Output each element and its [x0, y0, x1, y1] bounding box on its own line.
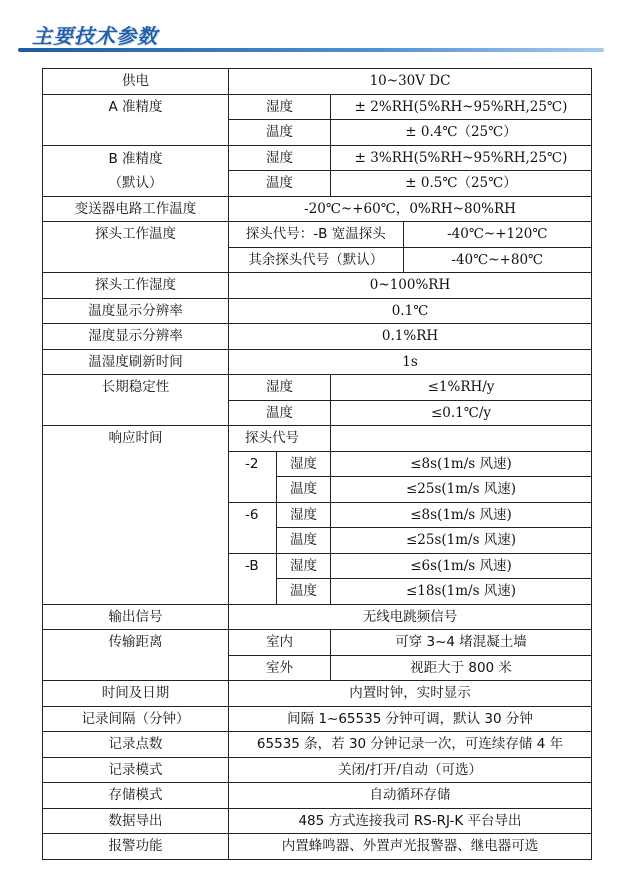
row-accuracy-b-humidity	[43, 145, 592, 171]
value-distance-outdoor: 视距大于 800 米	[331, 655, 592, 681]
probe-temp-other-label: 其余探头代号（默认）	[229, 248, 403, 273]
probe-temp-b-value: -40℃~+120℃	[447, 226, 548, 243]
sublabel-accuracy-a-humidity: 湿度	[229, 94, 331, 120]
probe-temp-b-cell	[229, 222, 592, 248]
row-temp-resolution	[43, 298, 592, 324]
row-output	[43, 604, 592, 630]
label-temp-resolution: 温度显示分辨率	[43, 298, 229, 324]
label-circuit-temp: 变送器电路工作温度	[43, 196, 229, 222]
row-distance-indoor	[43, 630, 592, 656]
probe-temp-other-cell	[229, 247, 592, 273]
value-hum-resolution: 0.1%RH	[229, 324, 592, 350]
value-datetime: 内置时钟，实时显示	[229, 681, 592, 707]
value-distance-indoor: 可穿 3~4 堵混凝土墙	[331, 630, 592, 656]
row-datetime	[43, 681, 592, 707]
row-power	[43, 69, 592, 95]
row-points	[43, 732, 592, 758]
value-temp-resolution: 0.1℃	[229, 298, 592, 324]
row-hum-resolution	[43, 324, 592, 350]
row-probe-humidity	[43, 273, 592, 299]
response-g2-humidity-value: ≤8s(1m/s 风速)	[331, 502, 592, 528]
value-probe-humidity: 0~100%RH	[229, 273, 592, 299]
label-response: 响应时间	[43, 426, 229, 605]
sublabel-stability-humidity: 湿度	[229, 375, 331, 401]
value-storage-mode: 自动循环存储	[229, 783, 592, 809]
probe-temp-other-value: -40℃~+80℃	[451, 251, 544, 268]
label-distance: 传输距离	[43, 630, 229, 681]
value-alarm: 内置蜂鸣器、外置声光报警器、继电器可选	[229, 834, 592, 860]
row-circuit-temp	[43, 196, 592, 222]
label-export: 数据导出	[43, 808, 229, 834]
row-interval	[43, 706, 592, 732]
response-header-blank	[331, 426, 592, 452]
row-storage-mode	[43, 783, 592, 809]
value-accuracy-a-temp: ± 0.4℃（25℃）	[331, 120, 592, 146]
label-interval: 记录间隔（分钟）	[43, 706, 229, 732]
response-g2-humidity-label: 湿度	[277, 502, 331, 528]
row-probe-temp-b	[43, 222, 592, 248]
value-circuit-temp: -20℃~+60℃，0%RH~80%RH	[229, 196, 592, 222]
response-probe-code-label: 探头代号	[229, 426, 331, 452]
label-power: 供电	[43, 69, 229, 95]
sublabel-distance-indoor: 室内	[229, 630, 331, 656]
value-accuracy-b-humidity: ± 3%RH(5%RH~95%RH,25℃)	[331, 145, 592, 171]
response-g3-temp-label: 温度	[277, 579, 331, 605]
response-g1-humidity-value: ≤8s(1m/s 风速)	[331, 451, 592, 477]
sublabel-stability-temp: 温度	[229, 400, 331, 426]
sublabel-accuracy-a-temp: 温度	[229, 120, 331, 146]
sublabel-accuracy-b-temp: 温度	[229, 171, 331, 197]
row-export	[43, 808, 592, 834]
response-g3-temp-value: ≤18s(1m/s 风速)	[331, 579, 592, 605]
value-power: 10~30V DC	[229, 69, 592, 95]
row-record-mode	[43, 757, 592, 783]
value-interval: 间隔 1~65535 分钟可调，默认 30 分钟	[229, 706, 592, 732]
section-title: 主要技术参数	[32, 24, 158, 48]
label-datetime: 时间及日期	[43, 681, 229, 707]
label-accuracy-a: A 准精度	[43, 94, 229, 145]
label-stability: 长期稳定性	[43, 375, 229, 426]
response-g1-temp-value: ≤25s(1m/s 风速)	[331, 477, 592, 503]
label-probe-temp: 探头工作温度	[43, 222, 229, 273]
label-accuracy-b	[43, 145, 229, 196]
value-output: 无线电跳频信号	[229, 604, 592, 630]
label-hum-resolution: 湿度显示分辨率	[43, 324, 229, 350]
spec-table	[42, 68, 592, 860]
row-accuracy-a-humidity	[43, 94, 592, 120]
response-g2-temp-value: ≤25s(1m/s 风速)	[331, 528, 592, 554]
value-stability-temp: ≤0.1℃/y	[331, 400, 592, 426]
sublabel-distance-outdoor: 室外	[229, 655, 331, 681]
response-g2-code: -6	[229, 502, 277, 553]
sublabel-accuracy-b-humidity: 湿度	[229, 145, 331, 171]
label-accuracy-b-line2: （默认）	[108, 174, 163, 191]
row-refresh	[43, 349, 592, 375]
label-refresh: 温湿度刷新时间	[43, 349, 229, 375]
value-points: 65535 条，若 30 分钟记录一次，可连续存储 4 年	[229, 732, 592, 758]
value-refresh: 1s	[229, 349, 592, 375]
row-response-header	[43, 426, 592, 452]
response-g3-humidity-label: 湿度	[277, 553, 331, 579]
response-g1-temp-label: 温度	[277, 477, 331, 503]
response-g1-code: -2	[229, 451, 277, 502]
value-stability-humidity: ≤1%RH/y	[331, 375, 592, 401]
probe-temp-b-label: 探头代号：-B 宽温探头	[229, 222, 403, 247]
row-stability-humidity	[43, 375, 592, 401]
title-underline	[18, 48, 604, 52]
value-record-mode: 关闭/打开/自动（可选）	[229, 757, 592, 783]
label-alarm: 报警功能	[43, 834, 229, 860]
response-g3-humidity-value: ≤6s(1m/s 风速)	[331, 553, 592, 579]
label-accuracy-b-line1: B 准精度	[108, 150, 163, 167]
label-record-mode: 记录模式	[43, 757, 229, 783]
label-output: 输出信号	[43, 604, 229, 630]
row-alarm	[43, 834, 592, 860]
section-heading	[18, 14, 608, 54]
response-g1-humidity-label: 湿度	[277, 451, 331, 477]
label-points: 记录点数	[43, 732, 229, 758]
value-accuracy-a-humidity: ± 2%RH(5%RH~95%RH,25℃)	[331, 94, 592, 120]
response-g3-code: -B	[229, 553, 277, 604]
response-g2-temp-label: 温度	[277, 528, 331, 554]
value-export: 485 方式连接我司 RS-RJ-K 平台导出	[229, 808, 592, 834]
label-storage-mode: 存储模式	[43, 783, 229, 809]
label-probe-humidity: 探头工作湿度	[43, 273, 229, 299]
value-accuracy-b-temp: ± 0.5℃（25℃）	[331, 171, 592, 197]
